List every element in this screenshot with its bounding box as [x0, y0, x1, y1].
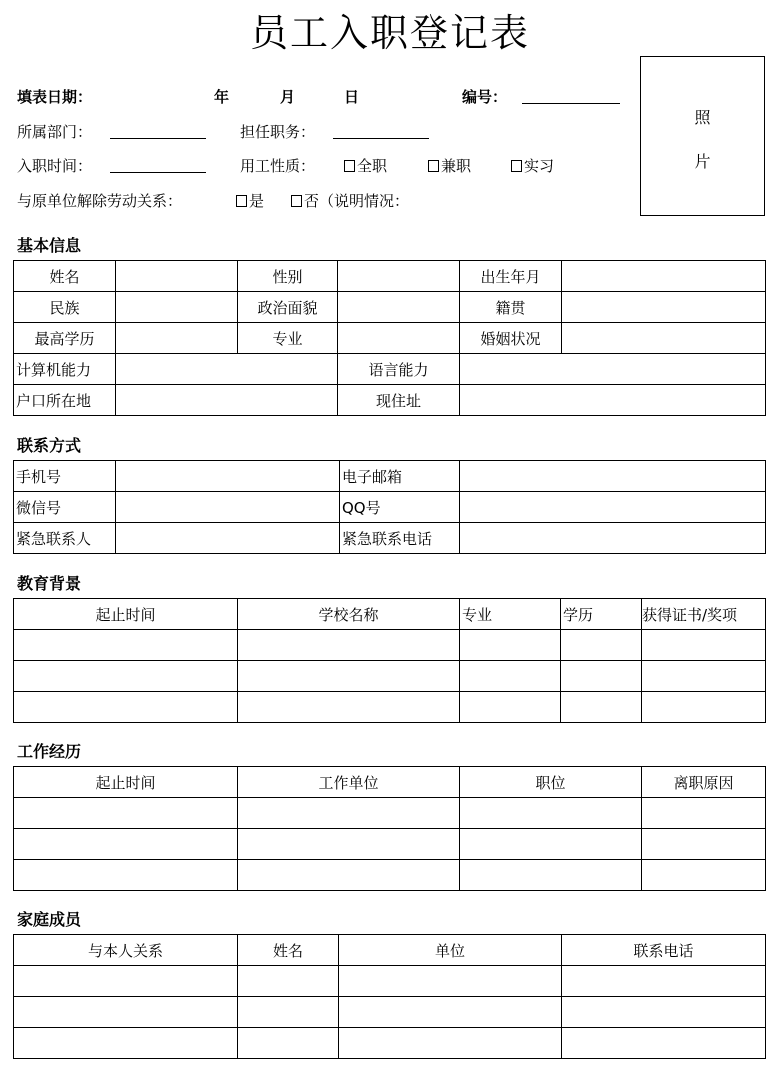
table-cell[interactable] [14, 798, 238, 829]
emergency-phone-field[interactable] [460, 523, 766, 554]
table-cell[interactable] [238, 630, 460, 661]
education-table [13, 598, 766, 723]
family-col-company: 单位 [339, 935, 562, 966]
table-cell[interactable] [642, 630, 766, 661]
edu-col-school: 学校名称 [238, 599, 460, 630]
table-cell[interactable] [339, 966, 562, 997]
work-table [13, 766, 766, 891]
table-cell[interactable] [14, 661, 238, 692]
page-title: 员工入职登记表 [249, 11, 530, 55]
terminated-yes-option[interactable]: 是 [236, 191, 264, 211]
parttime-option[interactable]: 兼职 [428, 156, 471, 176]
contact-table [13, 460, 766, 554]
work-col-reason: 离职原因 [642, 767, 766, 798]
email-field[interactable] [460, 461, 766, 492]
terminated-label: 与原单位解除劳动关系： [17, 192, 183, 210]
birth-field[interactable] [562, 261, 766, 292]
edu-col-awards: 获得证书/奖项 [642, 599, 766, 630]
household-field[interactable] [116, 385, 338, 416]
basic-info-table [13, 260, 766, 416]
table-cell[interactable] [460, 860, 642, 891]
table-row [14, 966, 766, 997]
work-col-company: 工作单位 [238, 767, 460, 798]
position-label: 担任职务： [240, 123, 316, 141]
major-label: 专业 [238, 323, 338, 354]
department-field[interactable] [110, 122, 206, 139]
table-row [14, 860, 766, 891]
wechat-label: 微信号 [14, 492, 116, 523]
table-cell[interactable] [14, 829, 238, 860]
table-cell[interactable] [238, 1028, 339, 1059]
checkbox-icon [511, 160, 522, 172]
table-cell[interactable] [642, 692, 766, 723]
birth-label: 出生年月 [460, 261, 562, 292]
marital-label: 婚姻状况 [460, 323, 562, 354]
table-cell[interactable] [339, 997, 562, 1028]
employment-type-label: 用工性质： [240, 157, 316, 175]
edu-col-major: 专业 [460, 599, 561, 630]
table-cell[interactable] [642, 661, 766, 692]
table-cell[interactable] [14, 1028, 238, 1059]
month-label: 月 [280, 88, 296, 106]
email-label: 电子邮箱 [340, 461, 460, 492]
entry-time-field[interactable] [110, 156, 206, 173]
gender-label: 性别 [238, 261, 338, 292]
education-field[interactable] [116, 323, 238, 354]
table-row [14, 692, 766, 723]
table-cell[interactable] [561, 630, 642, 661]
name-label: 姓名 [14, 261, 116, 292]
marital-field[interactable] [562, 323, 766, 354]
fulltime-option[interactable]: 全职 [344, 156, 387, 176]
position-field[interactable] [333, 122, 429, 139]
checkbox-icon [291, 195, 302, 207]
table-row [14, 630, 766, 661]
number-label: 编号： [462, 88, 508, 106]
name-field[interactable] [116, 261, 238, 292]
table-row [14, 661, 766, 692]
year-label: 年 [214, 88, 230, 106]
edu-col-degree: 学历 [561, 599, 642, 630]
native-place-field[interactable] [562, 292, 766, 323]
table-cell[interactable] [14, 997, 238, 1028]
family-heading: 家庭成员 [17, 910, 82, 929]
ethnicity-label: 民族 [14, 292, 116, 323]
table-cell[interactable] [14, 966, 238, 997]
table-row [14, 1028, 766, 1059]
table-cell[interactable] [14, 860, 238, 891]
table-cell[interactable] [642, 860, 766, 891]
table-cell[interactable] [562, 997, 766, 1028]
table-cell[interactable] [561, 692, 642, 723]
table-cell[interactable] [339, 1028, 562, 1059]
family-col-relation: 与本人关系 [14, 935, 238, 966]
ethnicity-field[interactable] [116, 292, 238, 323]
major-field[interactable] [338, 323, 460, 354]
emergency-contact-label: 紧急联系人 [14, 523, 116, 554]
native-place-label: 籍贯 [460, 292, 562, 323]
table-cell[interactable] [238, 860, 460, 891]
table-row [14, 997, 766, 1028]
edu-col-time: 起止时间 [14, 599, 238, 630]
table-cell[interactable] [14, 692, 238, 723]
table-cell[interactable] [460, 630, 561, 661]
qq-field[interactable] [460, 492, 766, 523]
table-cell[interactable] [238, 966, 339, 997]
fill-date-label: 填表日期： [17, 88, 93, 106]
entry-time-label: 入职时间： [17, 157, 93, 175]
table-cell[interactable] [460, 692, 561, 723]
gender-field[interactable] [338, 261, 460, 292]
contact-heading: 联系方式 [17, 436, 82, 455]
photo-label-1: 照 [694, 108, 711, 127]
terminated-no-option[interactable]: 否（说明情况： [291, 191, 409, 211]
family-col-phone: 联系电话 [562, 935, 766, 966]
phone-label: 手机号 [14, 461, 116, 492]
political-label: 政治面貌 [238, 292, 338, 323]
department-label: 所属部门： [17, 123, 93, 141]
family-table [13, 934, 766, 1059]
education-heading: 教育背景 [17, 574, 82, 593]
address-field[interactable] [460, 385, 766, 416]
wechat-field[interactable] [116, 492, 340, 523]
political-field[interactable] [338, 292, 460, 323]
table-cell[interactable] [642, 798, 766, 829]
phone-field[interactable] [116, 461, 340, 492]
table-cell[interactable] [14, 630, 238, 661]
table-cell[interactable] [238, 692, 460, 723]
table-cell[interactable] [561, 661, 642, 692]
computer-field[interactable] [116, 354, 338, 385]
checkbox-icon [236, 195, 247, 207]
work-col-position: 职位 [460, 767, 642, 798]
basic-info-heading: 基本信息 [17, 236, 82, 255]
table-cell[interactable] [562, 966, 766, 997]
intern-option[interactable]: 实习 [511, 156, 554, 176]
table-cell[interactable] [562, 1028, 766, 1059]
table-cell[interactable] [460, 798, 642, 829]
photo-box[interactable] [640, 56, 765, 216]
work-heading: 工作经历 [17, 742, 82, 761]
qq-label: QQ号 [340, 492, 460, 523]
table-cell[interactable] [460, 829, 642, 860]
checkbox-icon [344, 160, 355, 172]
table-cell[interactable] [238, 829, 460, 860]
emergency-contact-field[interactable] [116, 523, 340, 554]
address-label: 现住址 [338, 385, 460, 416]
table-cell[interactable] [238, 798, 460, 829]
language-field[interactable] [460, 354, 766, 385]
language-label: 语言能力 [338, 354, 460, 385]
work-col-time: 起止时间 [14, 767, 238, 798]
table-cell[interactable] [642, 829, 766, 860]
table-row [14, 798, 766, 829]
education-label: 最高学历 [14, 323, 116, 354]
computer-label: 计算机能力 [14, 354, 116, 385]
number-field[interactable] [522, 87, 620, 104]
table-cell[interactable] [238, 661, 460, 692]
table-cell[interactable] [238, 997, 339, 1028]
day-label: 日 [344, 88, 360, 106]
household-label: 户口所在地 [14, 385, 116, 416]
checkbox-icon [428, 160, 439, 172]
photo-label-2: 片 [694, 152, 711, 171]
emergency-phone-label: 紧急联系电话 [340, 523, 460, 554]
table-cell[interactable] [460, 661, 561, 692]
table-row [14, 829, 766, 860]
family-col-name: 姓名 [238, 935, 339, 966]
